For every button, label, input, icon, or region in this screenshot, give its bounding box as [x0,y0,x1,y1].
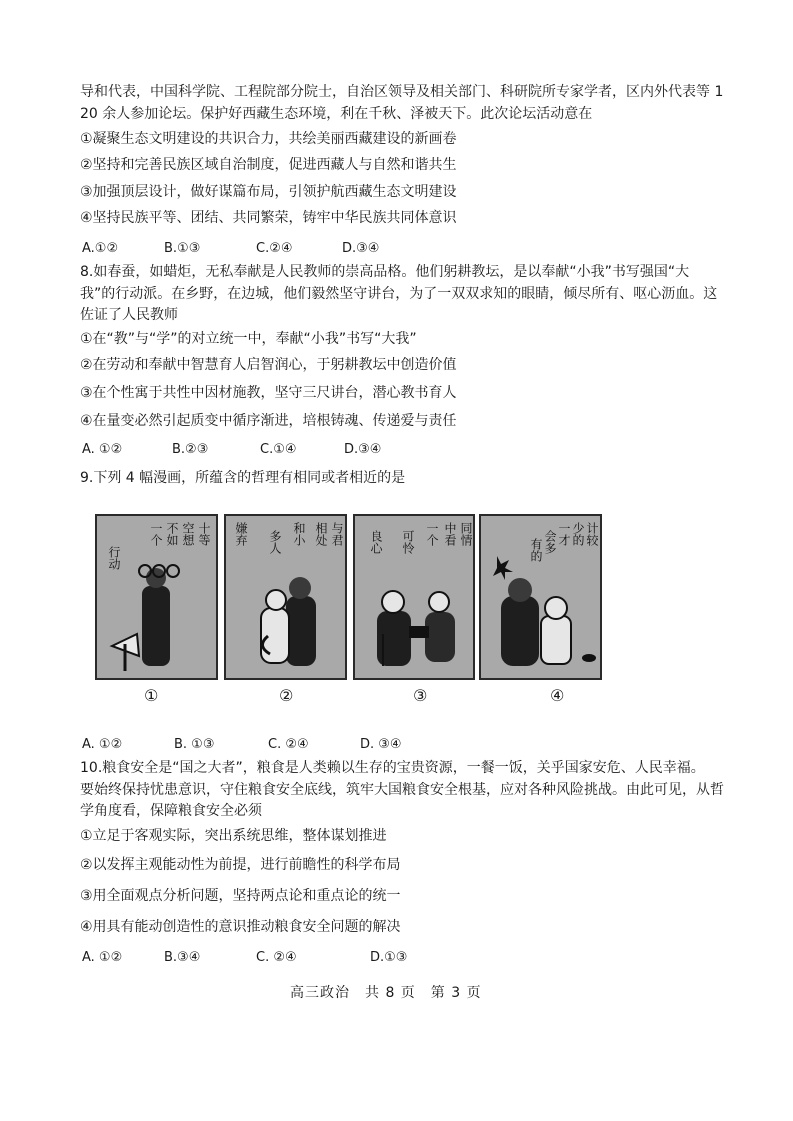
cartoon-panel-3 [353,514,475,680]
q10-options [82,949,407,967]
q8-option-b: B.②③ [172,442,209,457]
q8-item-1: ①在“教”与“学”的对立统一中，奉献“小我”书写“大我” [80,331,417,347]
q8-item-3: ③在个性寓于共性中因材施教，坚守三尺讲台，潜心教书育人 [80,385,457,401]
cartoon-4-caption-col-2: 少的 [571,522,585,546]
cartoon-4-caption-col-1: 计较 [585,522,599,546]
q7-stem-line-1: 导和代表，中国科学院、工程院部分院士，自治区领导及相关部门、科研院所专家学者，区内外代表等 1 [80,84,724,100]
q10-option-c: C. ②④ [256,950,297,965]
q10-stem-line-3: 学角度看，保障粮食安全必须 [80,803,262,819]
q7-option-d: D.③④ [342,241,380,256]
q10-stem-line-1: 10.粮食安全是“国之大者”，粮食是人类赖以生存的宝贵资源，一餐一饭，关乎国家安危、人民幸福。 [80,760,705,776]
cartoon-2-caption-col-4: 多人 [268,530,282,554]
q9-stem: 9.下列 4 幅漫画，所蕴含的哲理有相同或者相近的是 [80,470,406,486]
q7-item-1: ①凝聚生态文明建设的共识合力，共绘美丽西藏建设的新画卷 [80,131,457,147]
cartoon-3-caption-col-1: 同情 [459,522,473,546]
q9-option-a: A. ①② [82,737,123,752]
cartoon-3-caption-col-5: 良心 [369,530,383,554]
q10-option-b: B.③④ [164,950,201,965]
q8-stem-line-2: 我”的行动派。在乡野，在边城，他们毅然坚守讲台，为了一双双求知的眼睛，倾尽所有、呕心沥血。这 [80,286,718,302]
cartoon-1-caption-col-3: 不如 [165,522,179,546]
cartoon-4-caption-col-4: 会多 [543,530,557,554]
cartoon-4-caption-col-3: 一才 [557,522,571,546]
cartoon-1-caption-col-1: 十等 [197,522,211,546]
cartoon-4-number: ④ [550,686,565,705]
q7-option-a: A.①② [82,241,119,256]
cartoon-3-number: ③ [413,686,428,705]
q7-stem-line-2: 20 余人参加论坛。保护好西藏生态环境，利在千秋、泽被天下。此次论坛活动意在 [80,106,593,122]
cartoon-2-caption-col-5: 嫌弃 [234,522,248,546]
cartoon-2-number: ② [279,686,294,705]
q7-option-b: B.①③ [164,241,201,256]
q9-option-c: C. ②④ [268,737,309,752]
cartoon-2-caption-col-2: 相处 [314,522,328,546]
q7-option-c: C.②④ [256,241,293,256]
q10-item-3: ③用全面观点分析问题，坚持两点论和重点论的统一 [80,888,401,904]
q8-option-d: D.③④ [344,442,382,457]
cartoon-3-caption-col-2: 中看 [443,522,457,546]
q8-stem-line-1: 8.如春蚕，如蜡炬，无私奉献是人民教师的崇高品格。他们躬耕教坛，是以奉献“小我”书写强国“大 [80,264,690,280]
q7-item-4: ④坚持民族平等、团结、共同繁荣，铸牢中华民族共同体意识 [80,210,457,226]
q9-option-d: D. ③④ [360,737,402,752]
cartoon-1-caption-col-5: 行动 [107,546,121,570]
q8-options [82,441,381,459]
q10-item-4: ④用具有能动创造性的意识推动粮食安全问题的解决 [80,919,401,935]
cartoon-1-number: ① [144,686,159,705]
cartoon-3-caption-col-3: 一个 [425,522,439,546]
q8-item-2: ②在劳动和奉献中智慧育人启智润心，于躬耕教坛中创造价值 [80,357,457,373]
cartoon-panel-4 [479,514,602,680]
q7-item-3: ③加强顶层设计，做好谋篇布局，引领护航西藏生态文明建设 [80,184,457,200]
cartoon-panel-2 [224,514,347,680]
q7-options [82,240,379,258]
cartoon-3-caption-col-4: 可怜 [401,530,415,554]
q10-item-1: ①立足于客观实际，突出系统思维，整体谋划推进 [80,828,387,844]
cartoon-4-caption-col-5: 有的 [529,538,543,562]
cartoon-2-caption-col-1: 与君 [330,522,344,546]
q10-option-d: D.①③ [370,950,408,965]
cartoon-panel-1 [95,514,218,680]
q9-options [82,736,402,754]
q8-option-a: A. ①② [82,442,123,457]
q8-option-c: C.①④ [260,442,297,457]
q10-stem-line-2: 要始终保持忧患意识，守住粮食安全底线，筑牢大国粮食安全根基，应对各种风险挑战。由此可见，从哲 [80,782,724,798]
q10-option-a: A. ①② [82,950,123,965]
q9-option-b: B. ①③ [174,737,215,752]
q8-stem-line-3: 佐证了人民教师 [80,307,178,323]
page-footer: 高三政治 共 8 页 第 3 页 [290,985,482,1001]
q7-item-2: ②坚持和完善民族区域自治制度，促进西藏人与自然和谐共生 [80,157,457,173]
cartoon-2-caption-col-3: 和小 [292,522,306,546]
cartoon-1-caption-col-4: 一个 [149,522,163,546]
q8-item-4: ④在量变必然引起质变中循序渐进，培根铸魂、传递爱与责任 [80,413,457,429]
cartoon-1-caption-col-2: 空想 [181,522,195,546]
q10-item-2: ②以发挥主观能动性为前提，进行前瞻性的科学布局 [80,857,401,873]
